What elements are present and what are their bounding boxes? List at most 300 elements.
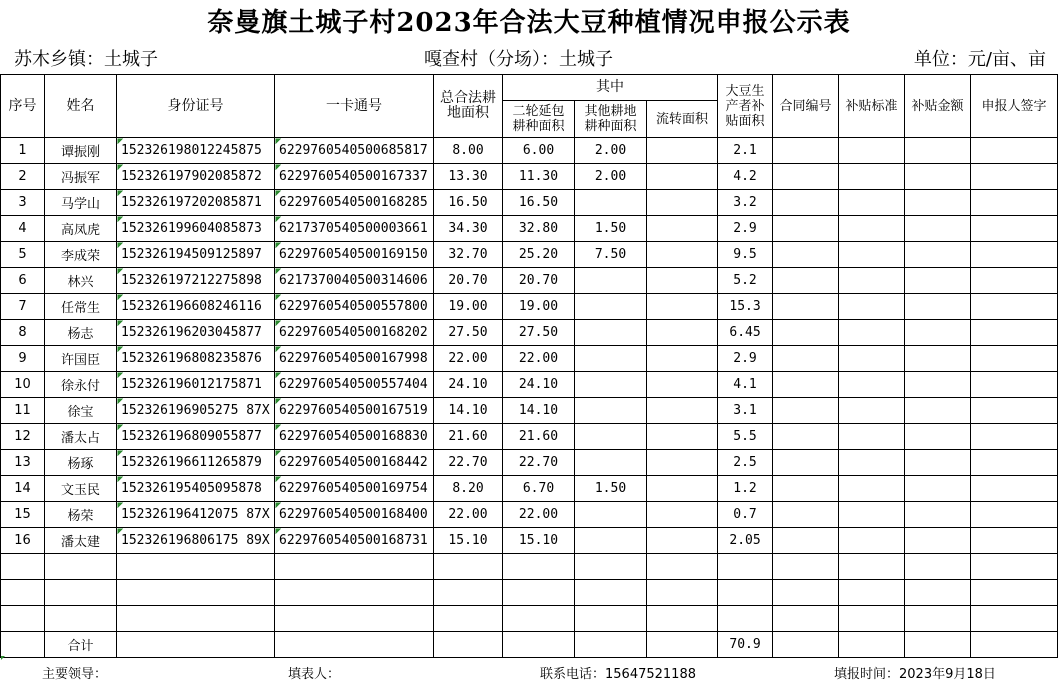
table-row [1,242,1058,268]
blank-cell [971,580,1058,606]
cell-total-area: 8.00 [434,138,503,164]
blank-cell [905,554,971,580]
cell-card: 6229760540500685817 [275,138,434,164]
cell-contract-no [773,268,839,294]
blank-cell [773,580,839,606]
cell-signature [971,398,1058,424]
cell-signature [971,320,1058,346]
cell-subsidy-amount [905,424,971,450]
cell-total-area: 20.70 [434,268,503,294]
page-title: 奈曼旗土城子村2023年合法大豆种植情况申报公示表 [207,8,851,38]
cell-signature [971,242,1058,268]
cell-area-c [647,190,718,216]
table-row [1,372,1058,398]
total-label: 合计 [45,632,117,658]
cell-area-c [647,242,718,268]
cell-signature [971,138,1058,164]
blank-cell [839,554,905,580]
total-cell [275,632,434,658]
blank-cell [773,606,839,632]
cell-subsidy-area: 2.9 [718,216,773,242]
cell-seq: 13 [1,450,45,476]
cell-subsidy-amount [905,320,971,346]
cell-name: 马学山 [45,190,117,216]
cell-contract-no [773,424,839,450]
cell-seq: 5 [1,242,45,268]
cell-subsidy-amount [905,528,971,554]
table-row [1,294,1058,320]
footer-filler: 填表人： [288,667,341,682]
unit-label: 单位：元/亩、亩 [913,49,1046,70]
table-row [1,450,1058,476]
cell-area-b [575,450,647,476]
blank-cell [45,606,117,632]
total-cell [1,632,45,658]
cell-area-a: 15.10 [503,528,575,554]
cell-name: 许国臣 [45,346,117,372]
cell-total-area: 22.70 [434,450,503,476]
cell-contract-no [773,372,839,398]
cell-area-b [575,320,647,346]
col-header-subsidy-std: 补贴标准 [839,75,905,138]
cell-contract-no [773,216,839,242]
cell-subsidy-amount [905,138,971,164]
cell-area-a: 22.70 [503,450,575,476]
blank-cell [647,606,718,632]
cell-total-area: 34.30 [434,216,503,242]
table-row [1,138,1058,164]
cell-subsidy-area: 3.2 [718,190,773,216]
cell-contract-no [773,398,839,424]
cell-id: 152326199604085873 [117,216,275,242]
cell-area-a: 6.00 [503,138,575,164]
blank-cell [434,606,503,632]
cell-total-area: 19.00 [434,294,503,320]
cell-id: 152326196012175871 [117,372,275,398]
cell-name: 杨志 [45,320,117,346]
cell-subsidy-std [839,450,905,476]
col-header-name: 姓名 [45,75,117,138]
table-row [1,190,1058,216]
cell-name: 任常生 [45,294,117,320]
cell-total-area: 8.20 [434,476,503,502]
cell-area-c [647,528,718,554]
col-header-area-c: 流转面积 [647,101,718,138]
blank-cell [905,580,971,606]
cell-area-b [575,346,647,372]
cell-area-a: 20.70 [503,268,575,294]
cell-area-a: 11.30 [503,164,575,190]
cell-contract-no [773,320,839,346]
cell-contract-no [773,476,839,502]
total-cell [971,632,1058,658]
cell-signature [971,502,1058,528]
cell-area-b [575,294,647,320]
cell-subsidy-area: 5.5 [718,424,773,450]
col-header-area-a: 二轮延包耕种面积 [503,101,575,138]
blank-cell [718,580,773,606]
footer-leader: 主要领导： [42,667,108,682]
table-row [1,502,1058,528]
cell-signature [971,372,1058,398]
cell-seq: 15 [1,502,45,528]
blank-cell [503,606,575,632]
cell-subsidy-amount [905,164,971,190]
table-row [1,320,1058,346]
blank-cell [575,606,647,632]
cell-contract-no [773,190,839,216]
footer [0,657,1058,684]
col-header-signature: 申报人签字 [971,75,1058,138]
cell-area-a: 32.80 [503,216,575,242]
cell-subsidy-area: 6.45 [718,320,773,346]
blank-cell [839,606,905,632]
cell-subsidy-area: 2.5 [718,450,773,476]
cell-area-a: 14.10 [503,398,575,424]
blank-cell [117,554,275,580]
cell-card: 6229760540500168731 [275,528,434,554]
footer-date: 填报时间：2023年9月18日 [834,667,996,682]
cell-name: 徐宝 [45,398,117,424]
cell-subsidy-std [839,320,905,346]
cell-seq: 1 [1,138,45,164]
cell-card: 6229760540500169150 [275,242,434,268]
cell-subsidy-std [839,476,905,502]
blank-cell [275,580,434,606]
cell-contract-no [773,242,839,268]
cell-name: 潘太占 [45,424,117,450]
cell-subsidy-area: 4.1 [718,372,773,398]
cell-subsidy-std [839,190,905,216]
cell-name: 文玉民 [45,476,117,502]
cell-card: 6229760540500557404 [275,372,434,398]
col-header-contract-no: 合同编号 [773,75,839,138]
cell-signature [971,346,1058,372]
cell-area-a: 24.10 [503,372,575,398]
total-cell [434,632,503,658]
cell-id: 152326196412075 87X [117,502,275,528]
cell-total-area: 15.10 [434,528,503,554]
cell-area-c [647,138,718,164]
cell-area-c [647,216,718,242]
footer-phone: 联系电话：15647521188 [540,667,696,682]
cell-card: 6217370540500003661 [275,216,434,242]
table-row [1,346,1058,372]
blank-cell [718,606,773,632]
table-row [1,164,1058,190]
total-cell [773,632,839,658]
cell-signature [971,268,1058,294]
cell-area-a: 22.00 [503,502,575,528]
col-header-subsidy-amount: 补贴金额 [905,75,971,138]
cell-signature [971,216,1058,242]
total-row [1,632,1058,658]
cell-seq: 3 [1,190,45,216]
cell-subsidy-area: 5.2 [718,268,773,294]
cell-area-c [647,268,718,294]
blank-cell [647,554,718,580]
cell-contract-no [773,528,839,554]
total-cell [503,632,575,658]
cell-signature [971,424,1058,450]
cell-subsidy-area: 2.9 [718,346,773,372]
cell-subsidy-amount [905,398,971,424]
col-header-seq: 序号 [1,75,45,138]
cell-id: 152326196806175 89X [117,528,275,554]
cell-card: 6229760540500168285 [275,190,434,216]
cell-area-b: 2.00 [575,164,647,190]
blank-cell [117,606,275,632]
total-cell [575,632,647,658]
cell-contract-no [773,502,839,528]
cell-seq: 14 [1,476,45,502]
cell-card: 6229760540500168400 [275,502,434,528]
cell-id: 152326196203045877 [117,320,275,346]
cell-area-a: 6.70 [503,476,575,502]
table-row [1,268,1058,294]
cell-card: 6229760540500168830 [275,424,434,450]
cell-area-b [575,398,647,424]
cell-id: 152326198012245875 [117,138,275,164]
blank-cell [718,554,773,580]
blank-cell [575,554,647,580]
cell-subsidy-std [839,372,905,398]
total-cell [647,632,718,658]
cell-subsidy-area: 3.1 [718,398,773,424]
declaration-table [0,74,1058,658]
cell-area-b: 1.50 [575,216,647,242]
table-row [1,216,1058,242]
cell-seq: 8 [1,320,45,346]
cell-seq: 9 [1,346,45,372]
cell-subsidy-std [839,502,905,528]
cell-seq: 16 [1,528,45,554]
total-subsidy-area: 70.9 [718,632,773,658]
cell-card: 6229760540500167519 [275,398,434,424]
cell-signature [971,450,1058,476]
cell-seq: 4 [1,216,45,242]
cell-id: 152326196808235876 [117,346,275,372]
table-row [1,424,1058,450]
cell-total-area: 13.30 [434,164,503,190]
cell-contract-no [773,294,839,320]
cell-name: 徐永付 [45,372,117,398]
cell-name: 谭振刚 [45,138,117,164]
cell-seq: 2 [1,164,45,190]
cell-id: 152326196608246116 [117,294,275,320]
cell-area-b [575,190,647,216]
cell-total-area: 14.10 [434,398,503,424]
cell-contract-no [773,164,839,190]
col-header-of-which: 其中 [503,75,718,101]
cell-signature [971,164,1058,190]
cell-area-b [575,424,647,450]
township-label: 苏木乡镇：土城子 [14,49,158,70]
table-row [1,528,1058,554]
cell-area-c [647,320,718,346]
cell-area-c [647,502,718,528]
cell-area-c [647,424,718,450]
cell-subsidy-amount [905,242,971,268]
blank-cell [575,580,647,606]
total-cell [839,632,905,658]
cell-name: 潘太建 [45,528,117,554]
cell-subsidy-std [839,164,905,190]
cell-area-c [647,372,718,398]
blank-cell [839,580,905,606]
blank-cell [503,554,575,580]
blank-cell [647,580,718,606]
blank-cell [434,580,503,606]
cell-area-b: 1.50 [575,476,647,502]
cell-total-area: 16.50 [434,190,503,216]
cell-card: 6229760540500169754 [275,476,434,502]
cell-subsidy-area: 2.05 [718,528,773,554]
cell-name: 冯振军 [45,164,117,190]
village-label: 嘎查村（分场）：土城子 [424,49,613,70]
cell-area-a: 22.00 [503,346,575,372]
cell-name: 林兴 [45,268,117,294]
cell-total-area: 22.00 [434,346,503,372]
cell-subsidy-amount [905,216,971,242]
cell-area-b [575,268,647,294]
cell-subsidy-amount [905,502,971,528]
cell-subsidy-area: 15.3 [718,294,773,320]
cell-marker [1,656,5,660]
cell-id: 152326197212275898 [117,268,275,294]
table-row [1,476,1058,502]
table-row [1,398,1058,424]
cell-id: 152326194509125897 [117,242,275,268]
cell-signature [971,476,1058,502]
blank-cell [1,606,45,632]
cell-subsidy-area: 4.2 [718,164,773,190]
blank-cell [275,554,434,580]
blank-cell [45,554,117,580]
cell-subsidy-std [839,216,905,242]
cell-id: 152326196905275 87X [117,398,275,424]
cell-seq: 12 [1,424,45,450]
cell-signature [971,294,1058,320]
cell-name: 杨琢 [45,450,117,476]
cell-card: 6229760540500557800 [275,294,434,320]
cell-area-b [575,528,647,554]
cell-subsidy-area: 0.7 [718,502,773,528]
cell-subsidy-std [839,138,905,164]
cell-subsidy-std [839,268,905,294]
cell-contract-no [773,450,839,476]
cell-name: 高凤虎 [45,216,117,242]
cell-subsidy-area: 1.2 [718,476,773,502]
cell-total-area: 22.00 [434,502,503,528]
col-header-card: 一卡通号 [275,75,434,138]
cell-seq: 6 [1,268,45,294]
col-header-id: 身份证号 [117,75,275,138]
cell-name: 杨荣 [45,502,117,528]
cell-total-area: 32.70 [434,242,503,268]
cell-area-a: 19.00 [503,294,575,320]
total-cell [905,632,971,658]
cell-total-area: 21.60 [434,424,503,450]
cell-subsidy-std [839,294,905,320]
blank-cell [971,606,1058,632]
cell-subsidy-std [839,528,905,554]
cell-area-a: 27.50 [503,320,575,346]
blank-cell [45,580,117,606]
cell-area-b [575,372,647,398]
col-header-area-b: 其他耕地耕种面积 [575,101,647,138]
cell-subsidy-std [839,242,905,268]
cell-seq: 7 [1,294,45,320]
cell-subsidy-std [839,424,905,450]
cell-id: 152326196809055877 [117,424,275,450]
cell-area-b: 2.00 [575,138,647,164]
cell-total-area: 24.10 [434,372,503,398]
cell-area-b: 7.50 [575,242,647,268]
blank-row [1,554,1058,580]
cell-area-c [647,450,718,476]
cell-id: 152326197202085871 [117,190,275,216]
header-row-top [1,75,1058,101]
cell-subsidy-area: 2.1 [718,138,773,164]
blank-cell [905,606,971,632]
cell-area-b [575,502,647,528]
cell-area-a: 21.60 [503,424,575,450]
cell-name: 李成荣 [45,242,117,268]
cell-id: 152326197902085872 [117,164,275,190]
cell-area-a: 25.20 [503,242,575,268]
cell-seq: 10 [1,372,45,398]
cell-subsidy-amount [905,450,971,476]
blank-cell [773,554,839,580]
cell-area-c [647,476,718,502]
blank-row [1,580,1058,606]
cell-subsidy-area: 9.5 [718,242,773,268]
cell-subsidy-amount [905,372,971,398]
cell-card: 6229760540500167337 [275,164,434,190]
cell-area-a: 16.50 [503,190,575,216]
cell-card: 6229760540500168202 [275,320,434,346]
cell-area-c [647,398,718,424]
cell-subsidy-amount [905,476,971,502]
blank-cell [971,554,1058,580]
cell-card: 6217370040500314606 [275,268,434,294]
cell-total-area: 27.50 [434,320,503,346]
cell-seq: 11 [1,398,45,424]
blank-cell [1,554,45,580]
cell-subsidy-amount [905,346,971,372]
blank-row [1,606,1058,632]
cell-area-c [647,294,718,320]
blank-cell [1,580,45,606]
cell-subsidy-std [839,346,905,372]
cell-subsidy-amount [905,268,971,294]
cell-id: 152326196611265879 [117,450,275,476]
cell-signature [971,528,1058,554]
cell-area-c [647,164,718,190]
col-header-total-area: 总合法耕地面积 [434,75,503,138]
cell-id: 152326195405095878 [117,476,275,502]
blank-cell [275,606,434,632]
total-cell [117,632,275,658]
blank-cell [434,554,503,580]
cell-subsidy-amount [905,294,971,320]
cell-contract-no [773,138,839,164]
cell-area-c [647,346,718,372]
cell-subsidy-std [839,398,905,424]
cell-signature [971,190,1058,216]
cell-card: 6229760540500167998 [275,346,434,372]
